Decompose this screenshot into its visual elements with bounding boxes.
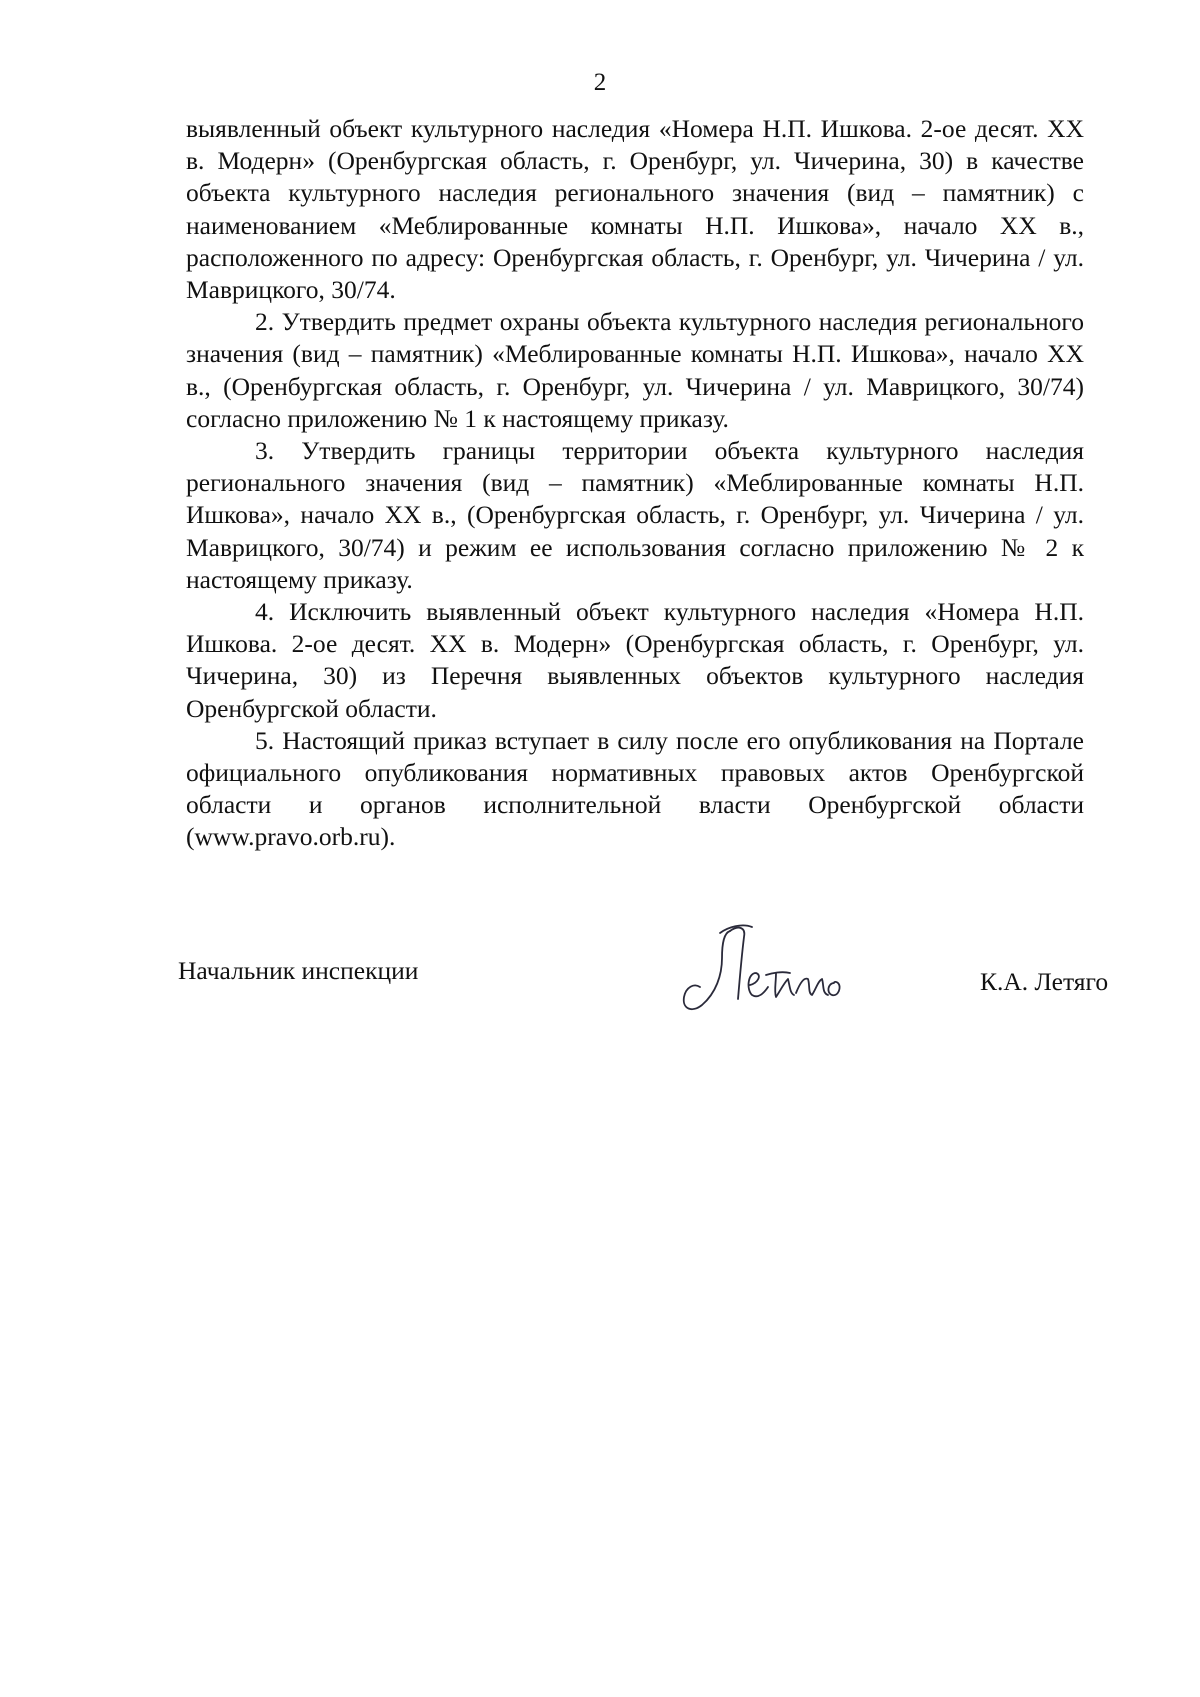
paragraph-4: 4. Исключить выявленный объект культурного наследия «Номера Н.П. Ишкова. 2-ое десят. XX в. Модерн» (Оренбургская область, г. Оренбург, ул. Чичерина, 30) из Перечня выявленных объектов культурного наследия Оренбургской области.	[186, 597, 1084, 723]
signature-block	[0, 955, 1200, 1015]
signer-position: Начальник инспекции	[178, 956, 419, 985]
page-number: 2	[593, 69, 607, 96]
paragraph-5: 5. Настоящий приказ вступает в силу после его опубликования на Портале официального опубликования нормативных правовых актов Оренбургской области и органов исполнительной власти Оренбургской области (www.pravo.orb.ru).	[186, 725, 1084, 852]
paragraph-2: 2. Утвердить предмет охраны объекта культурного наследия регионального значения (вид – памятник) «Меблированные комнаты Н.П. Ишкова», начало XX в., (Оренбургская область, г. Оренбург, ул. Чичерина / ул. Маврицкого, 30/74) согласно приложению № 1 к настоящему приказу.	[186, 307, 1084, 433]
paragraph-1-continuation: выявленный объект культурного наследия «Номера Н.П. Ишкова. 2-ое десят. XX в. Модерн» (Оренбургская область, г. Оренбург, ул. Чичерина, 30) в качестве объекта культурного наследия регионального значения (вид – памятник) с наименованием «Меблированные комнаты Н.П. Ишкова», начало XX в., расположенного по адресу: Оренбургская область, г. Оренбург, ул. Чичерина / ул. Маврицкого, 30/74.	[186, 114, 1084, 305]
signer-name: К.А. Летяго	[980, 967, 1109, 996]
document-body	[186, 113, 1084, 854]
paragraph-3: 3. Утвердить границы территории объекта культурного наследия регионального значения (вид – памятник) «Меблированные комнаты Н.П. Ишкова», начало XX в., (Оренбургская область, г. Оренбург, ул. Чичерина / ул. Маврицкого, 30/74) и режим ее использования согласно приложению № 2 к настоящему приказу.	[186, 436, 1084, 594]
handwritten-signature	[672, 913, 862, 1023]
